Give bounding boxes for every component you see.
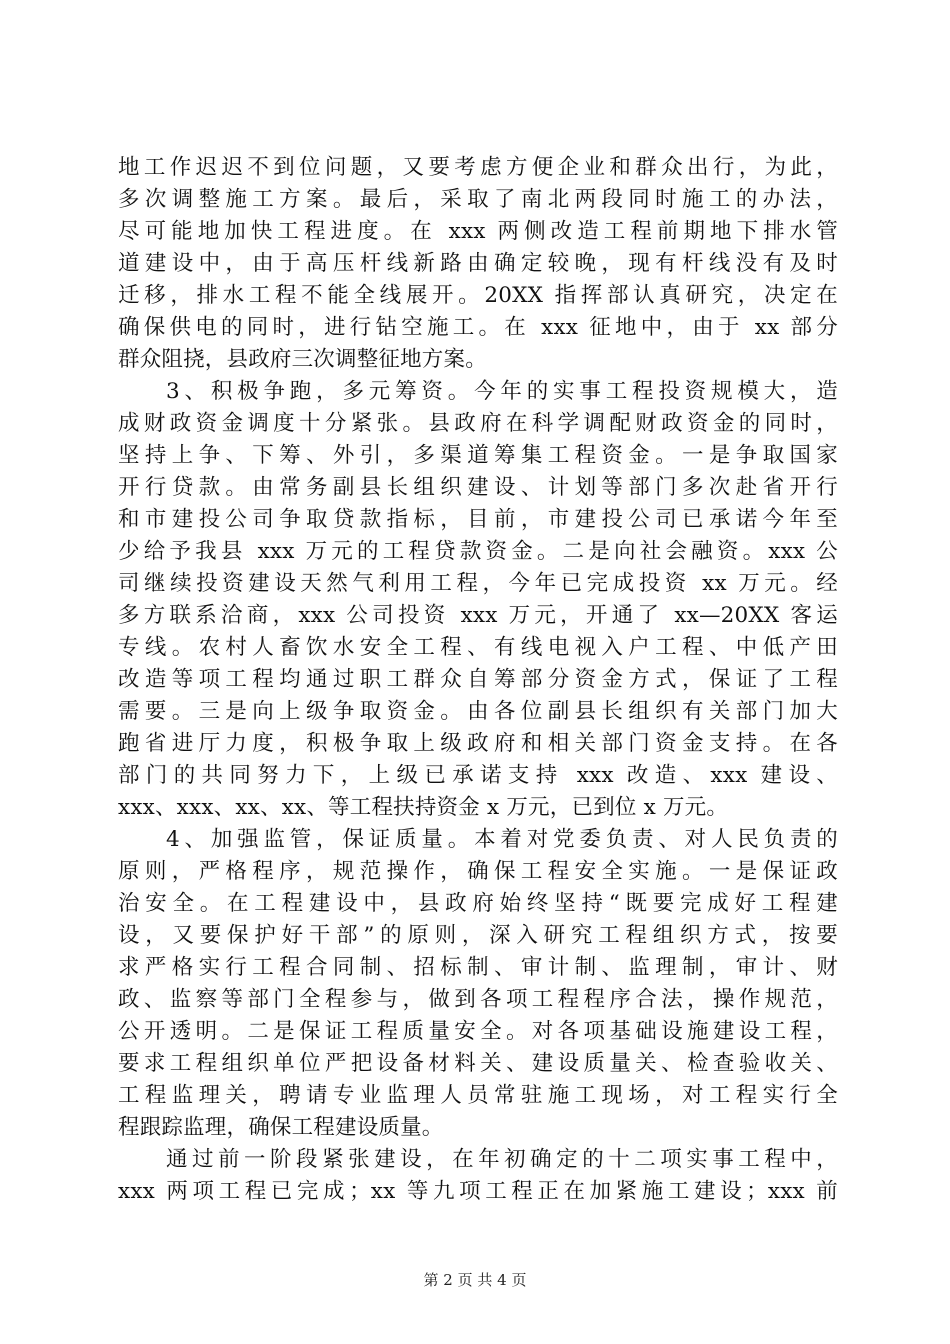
text-line: 坚持上争、下筹、外引，多渠道筹集工程资金。一是争取国家 [118, 443, 838, 468]
text-line: 原则，严格程序，规范操作，确保工程安全实施。一是保证政 [118, 859, 838, 884]
text-line: 要求工程组织单位严把设备材料关、建设质量关、检查验收关、 [118, 1051, 838, 1076]
text-line: 少给予我县 xxx 万元的工程贷款资金。二是向社会融资。xxx 公 [118, 539, 838, 564]
text-line: 治安全。在工程建设中，县政府始终坚持“既要完成好工程建 [118, 891, 838, 916]
text-line: 部门的共同努力下，上级已承诺支持 xxx 改造、xxx 建设、 [118, 763, 838, 788]
text-line: 尽可能地加快工程进度。在 xxx 两侧改造工程前期地下排水管 [118, 219, 838, 244]
body-text [118, 152, 838, 1208]
text-line: 群众阻挠，县政府三次调整征地方案。 [118, 347, 487, 372]
paragraph-supervision [118, 824, 838, 1144]
text-line: 程跟踪监理，确保工程建设质量。 [118, 1115, 444, 1140]
page-number: 第 2 页 共 4 页 [423, 1271, 527, 1289]
paragraph-progress [118, 1144, 838, 1208]
text-line: 司继续投资建设天然气利用工程，今年已完成投资 xx 万元。经 [118, 571, 838, 596]
text-line: 和市建投公司争取贷款指标，目前，市建投公司已承诺今年至 [118, 507, 838, 532]
text-line: 需要。三是向上级争取资金。由各位副县长组织有关部门加大 [118, 699, 838, 724]
text-line: 工程监理关，聘请专业监理人员常驻施工现场，对工程实行全 [118, 1083, 838, 1108]
text-line: 迁移，排水工程不能全线展开。20XX 指挥部认真研究，决定在 [118, 283, 838, 308]
paragraph-funding [118, 376, 838, 824]
text-line: xxx、xxx、xx、xx、等工程扶持资金 x 万元，已到位 x 万元。 [118, 795, 729, 820]
text-line: 专线。农村人畜饮水安全工程、有线电视入户工程、中低产田 [118, 635, 838, 660]
text-line: 政、监察等部门全程参与，做到各项工程程序合法，操作规范， [118, 987, 838, 1012]
text-line: 4、加强监管，保证质量。本着对党委负责、对人民负责的 [166, 827, 838, 852]
text-line: 多方联系洽商，xxx 公司投资 xxx 万元，开通了 xx—20XX 客运 [118, 603, 838, 628]
page-footer [0, 1270, 950, 1290]
text-line: xxx 两项工程已完成；xx 等九项工程正在加紧施工建设；xxx 前 [118, 1179, 838, 1204]
text-line: 地工作迟迟不到位问题，又要考虑方便企业和群众出行，为此， [118, 155, 838, 180]
text-line: 确保供电的同时，进行钻空施工。在 xxx 征地中，由于 xx 部分 [118, 315, 838, 340]
text-line: 开行贷款。由常务副县长组织建设、计划等部门多次赴省开行 [118, 475, 838, 500]
text-line: 求严格实行工程合同制、招标制、审计制、监理制，审计、财 [118, 955, 838, 980]
text-line: 改造等项工程均通过职工群众自筹部分资金方式，保证了工程 [118, 667, 838, 692]
text-line: 设，又要保护好干部”的原则，深入研究工程组织方式，按要 [118, 923, 838, 948]
text-line: 通过前一阶段紧张建设，在年初确定的十二项实事工程中， [166, 1147, 838, 1172]
text-line: 多次调整施工方案。最后，采取了南北两段同时施工的办法， [118, 187, 838, 212]
text-line: 3、积极争跑，多元筹资。今年的实事工程投资规模大，造 [166, 379, 838, 404]
text-line: 公开透明。二是保证工程质量安全。对各项基础设施建设工程， [118, 1019, 838, 1044]
text-line: 跑省进厅力度，积极争取上级政府和相关部门资金支持。在各 [118, 731, 838, 756]
text-line: 成财政资金调度十分紧张。县政府在科学调配财政资金的同时， [118, 411, 838, 436]
text-line: 道建设中，由于高压杆线新路由确定较晚，现有杆线没有及时 [118, 251, 838, 276]
paragraph-continuation [118, 152, 838, 376]
